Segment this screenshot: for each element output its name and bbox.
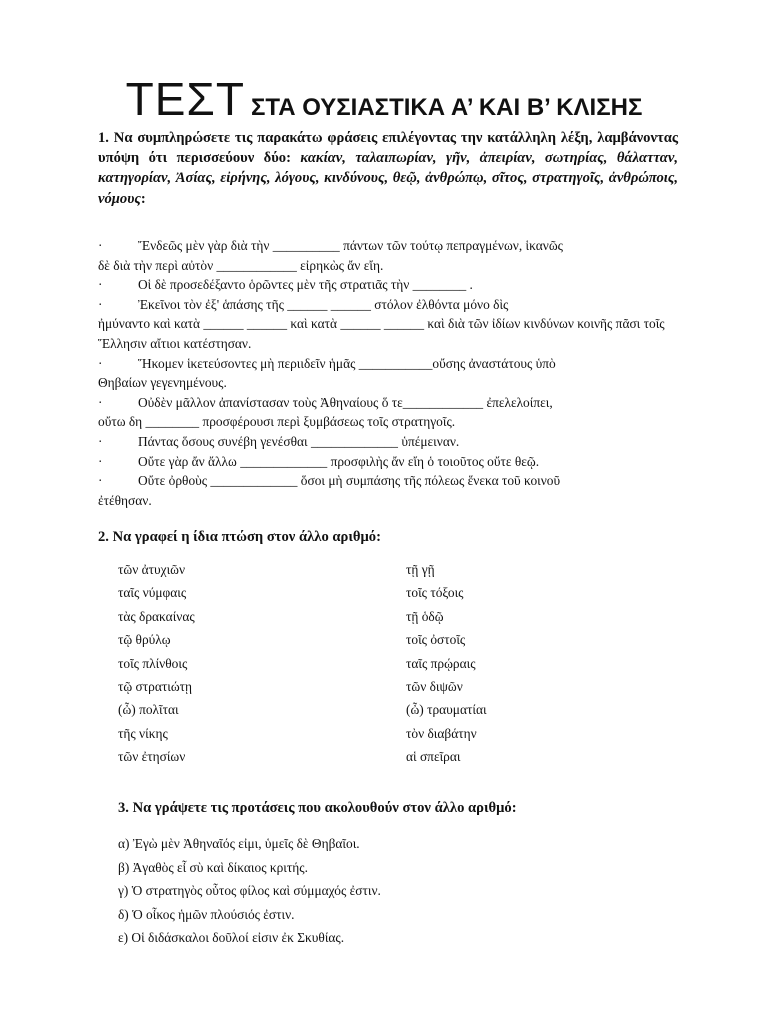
sentence-item — [98, 295, 683, 354]
list-item: τοῖς πλίνθοις — [118, 655, 188, 671]
sentence-text: Πάντας ὅσους συνέβη γενέσθαι _____________ ὑπέμειναν. — [138, 433, 460, 449]
list-item: ταῖς νύμφαις — [118, 585, 187, 601]
sentence-text: Οὔτε γὰρ ἄν ἄλλω _____________ προσφιλὴς ἄν εἴη ὁ τοιοῦτος οὔτε θεῷ. — [138, 453, 540, 469]
list-item: γ) Ὁ στρατηγὸς οὗτος φίλος καὶ σύμμαχός ἐστιν. — [118, 883, 381, 898]
sentence-text: Ἐκεῖνοι τὸν ἐξ' ἁπάσης τῆς ______ ______ στόλον ἐλθόντα μόνο δὶς — [138, 296, 509, 312]
sentence-item — [98, 432, 683, 452]
sentence-continuation: οὔτω δη ________ προσφέρουσι περὶ ξυμβάσεως τοῖς στρατηγοῖς. — [98, 414, 456, 430]
list-item: (ὦ) πολῖται — [118, 702, 179, 718]
question-3-list — [118, 832, 381, 950]
list-item: (ὦ) τραυματίαι — [406, 702, 487, 718]
sentence-item — [98, 275, 683, 295]
list-item: β) Ἀγαθὸς εἶ σὺ καὶ δίκαιος κριτής. — [118, 859, 308, 875]
list-item: δ) Ὁ οἶκος ἡμῶν πλούσιός ἐστιν. — [118, 906, 295, 922]
list-item: ταῖς πρῴραις — [406, 655, 476, 671]
list-item: τῶν διψῶν — [406, 679, 463, 695]
bullet-dot: · — [98, 296, 103, 312]
sentence-continuation: ἐτέθησαν. — [98, 492, 152, 508]
question-1-colon: : — [140, 190, 146, 207]
list-item: τῶν ἐτησίων — [118, 749, 186, 765]
sentence-item — [98, 354, 683, 393]
sentence-text: Ἥκομεν ἱκετεύσοντες μὴ περιιδεῖν ἡμᾶς ___________οὔσης ἀναστάτους ὑπὸ — [138, 355, 556, 371]
bullet-dot: · — [98, 453, 103, 469]
question-1-sentences — [98, 236, 683, 510]
list-item: τῷ στρατιώτῃ — [118, 679, 193, 695]
question-3-heading: 3. Να γράψετε τις προτάσεις που ακολουθούν στον άλλο αριθμό: — [118, 800, 517, 816]
question-2-heading: 2. Να γραφεί η ίδια πτώση στον άλλο αριθμό: — [98, 529, 381, 545]
sentence-item — [98, 236, 683, 275]
list-item: τῷ θρύλῳ — [118, 632, 171, 648]
sentence-continuation: Θηβαίων γεγενημένους. — [98, 375, 227, 391]
sentence-text: Οὔτε ὀρθοὺς _____________ ὅσοι μὴ συμπάσης τῆς πόλεως ἕνεκα τοῦ κοινοῦ — [138, 473, 561, 489]
list-item: ε) Οἱ διδάσκαλοι δοῦλοί εἰσιν ἐκ Σκυθίας. — [118, 930, 345, 945]
question-1-text: Να συμπληρώσετε τις παρακάτω φράσεις επιλέγοντας την κατάλληλη λέξη, λαμβάνοντας υπόψη ότι περισσεύουν δύο: — [98, 130, 678, 167]
list-item: τοῖς ὀστοῖς — [406, 632, 466, 648]
question-1-instruction — [98, 128, 678, 209]
bullet-dot: · — [98, 433, 103, 449]
title-rest: ΣΤΑ ΟΥΣΙΑΣΤΙΚΑ Α’ ΚΑΙ Β’ ΚΛΙΣΗΣ — [250, 94, 643, 121]
list-item: τὰς δρακαίνας — [118, 608, 195, 624]
sentence-text: Οἱ δὲ προσεδέξαντο ὁρῶντες μὲν τῆς στρατιᾶς τὴν ________ . — [138, 277, 473, 293]
sentence-item — [98, 393, 683, 432]
sentence-text: Ἔνδεῶς μὲν γὰρ διὰ τὴν __________ πάντων τῶν τούτῳ πεπραγμένων, ἱκανῶς — [138, 238, 563, 253]
bullet-dot: · — [98, 355, 103, 371]
bullet-dot: · — [98, 394, 103, 410]
sentence-text: Οὐδὲν μᾶλλον ἀπανίστασαν τοὺς Ἀθηναίους ὅ τε____________ ἐπελελοίπει, — [138, 394, 553, 410]
bullet-dot: · — [98, 277, 103, 293]
list-item: τῇ ὁδῷ — [406, 608, 444, 624]
bullet-dot: · — [98, 238, 103, 253]
question-2-right-column — [406, 558, 487, 769]
sentence-continuation: δὲ διὰ τὴν περὶ αὐτὸν ____________ εἰρηκὼς ἄν εἴη. — [98, 257, 384, 273]
list-item: τῆς νίκης — [118, 725, 168, 741]
question-2-left-column — [118, 558, 195, 769]
list-item: τὸν διαβάτην — [406, 725, 477, 741]
list-item: α) Ἐγὼ μὲν Ἀθηναῖός εἰμι, ὑμεῖς δὲ Θηβαῖοι. — [118, 836, 360, 851]
sentence-item — [98, 471, 683, 510]
list-item: τῶν ἀτυχιῶν — [118, 562, 186, 577]
title-big: ΤΕΣΤ — [125, 73, 245, 125]
list-item: τῇ γῇ — [406, 562, 435, 577]
page-title — [0, 72, 768, 126]
question-1-word-list: κακίαν, ταλαιπωρίαν, γῆν, ἀπειρίαν, σωτηρίας, θάλατταν, κατηγορίαν, Ἀσίας, εἰρήνης, λόγους, κινδύνους, θεῷ, ἀνθρώπῳ, σῖτος, στρατηγοῖς, ἀνθρώποις, νόμους — [98, 150, 678, 207]
question-1-number: 1. — [98, 130, 109, 146]
list-item: αἱ σπεῖραι — [406, 749, 461, 765]
sentence-item — [98, 452, 683, 472]
list-item: τοῖς τόξοις — [406, 585, 464, 601]
sentence-continuation: ἠμύναντο καὶ κατὰ ______ ______ καὶ κατὰ ______ ______ καὶ διὰ τῶν ἰδίων κινδύνων κοινῆς πᾶσι τοῖς Ἕλλησιν αἴτιοι κατέστησαν. — [98, 316, 665, 351]
bullet-dot: · — [98, 473, 103, 489]
